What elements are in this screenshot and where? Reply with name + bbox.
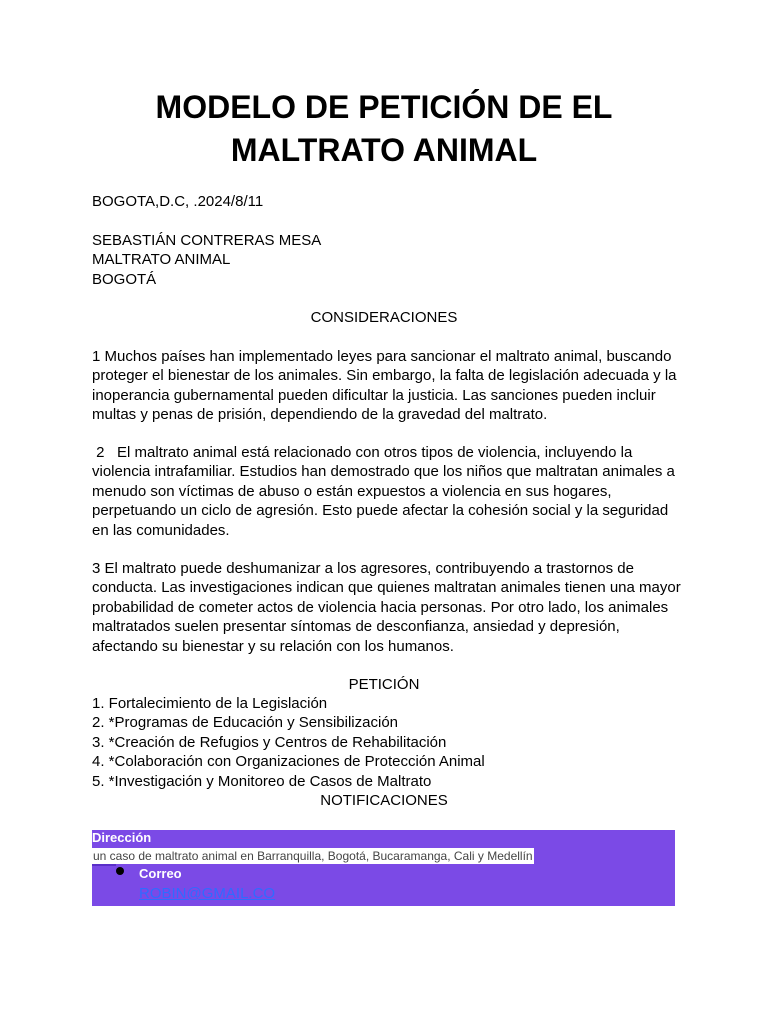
petition-heading: PETICIÓN — [348, 676, 420, 693]
address-value: un caso de maltrato animal en Barranquilla, Bogotá, Bucaramanga, Cali y Medellín — [93, 849, 533, 863]
petition-list — [92, 694, 485, 791]
addressee-subject: MALTRATO ANIMAL — [92, 251, 231, 268]
bullet-icon — [116, 867, 124, 875]
consideration-paragraph-2: 2 El maltrato animal está relacionado con otros tipos de violencia, incluyendo la violencia intrafamiliar. Estudios han demostrado que los niños que maltratan animales a menudo son víctimas de abuso o están expuestos a violencia en sus hogares, perpetuando un ciclo de agresión. Esto puede afectar la cohesión social y la seguridad en las comunidades. — [92, 444, 679, 539]
consideration-paragraph-3: 3 El maltrato puede deshumanizar a los agresores, contribuyendo a trastornos de conducta. Las investigaciones indican que quienes maltratan animales tienen una mayor probabilidad de cometer actos de violencia hacia personas. Por otro lado, los animales maltratados suelen presentar síntomas de desconfianza, ansiedad y depresión, afectando su bienestar y su relación con los humanos. — [92, 560, 681, 655]
notifications-heading: NOTIFICACIONES — [320, 792, 448, 809]
addressee-name: SEBASTIÁN CONTRERAS MESA — [92, 232, 322, 249]
considerations-heading: CONSIDERACIONES — [310, 309, 458, 326]
addressee-city: BOGOTÁ — [92, 271, 157, 288]
address-label: Dirección — [92, 830, 152, 845]
consideration-paragraph-1: 1 Muchos países han implementado leyes para sancionar el maltrato animal, buscando proteger el bienestar de los animales. Sin embargo, la falta de legislación adecuada y la inoperancia gubernamental pueden dificultar la justicia. Las sanciones pueden incluir multas y penas de prisión, dependiendo de la gravedad del maltrato. — [92, 348, 677, 424]
email-link[interactable]: ROBIN@GMAIL.CO — [139, 885, 276, 902]
document-title: MODELO DE PETICIÓN DE EL MALTRATO ANIMAL — [155, 89, 613, 168]
address-underline — [92, 864, 116, 866]
petition-item: 3. *Creación de Refugios y Centros de Rehabilitación — [92, 733, 447, 751]
petition-item: 2. *Programas de Educación y Sensibilización — [92, 714, 398, 732]
petition-item: 4. *Colaboración con Organizaciones de Protección Animal — [92, 753, 485, 771]
date-line: BOGOTA,D.C, .2024/8/11 — [92, 193, 264, 210]
email-label: Correo — [139, 866, 182, 881]
petition-item: 5. *Investigación y Monitoreo de Casos de Maltrato — [92, 772, 432, 790]
petition-item: 1. Fortalecimiento de la Legislación — [92, 695, 328, 712]
